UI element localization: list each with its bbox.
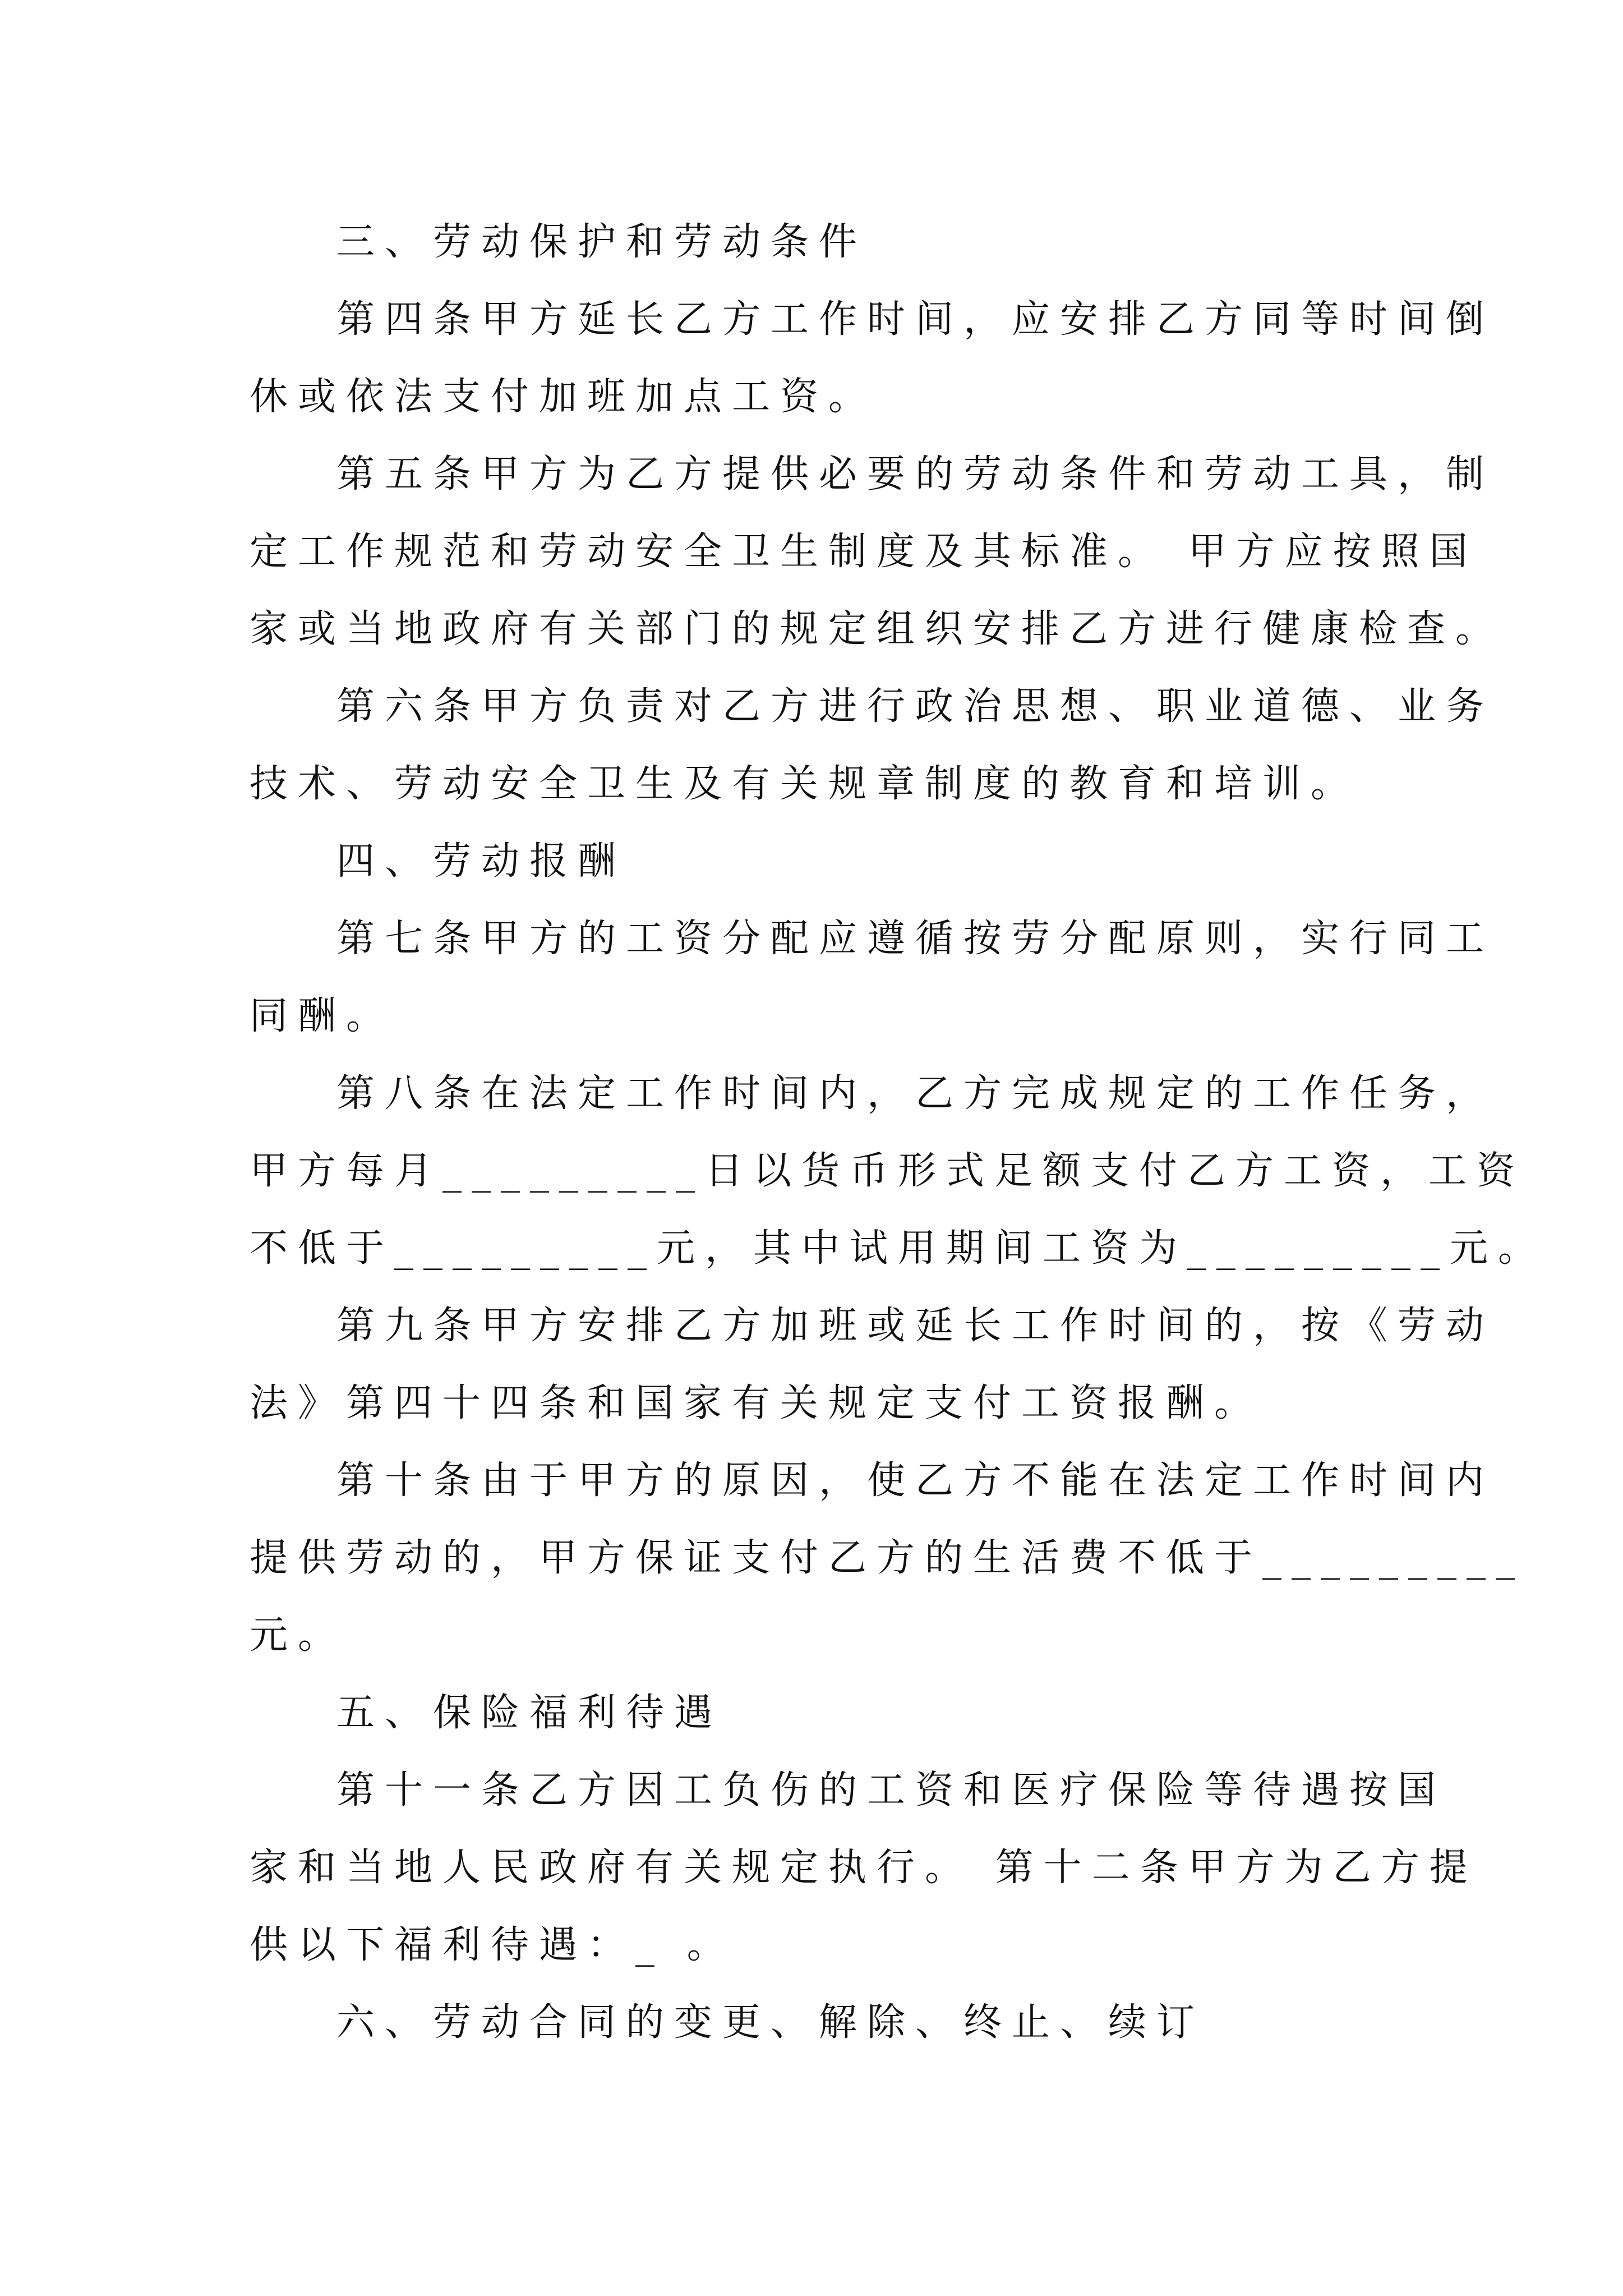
- paragraph-line: 休或依法支付加班加点工资。: [250, 375, 877, 419]
- paragraph-line: 家和当地人民政府有关规定执行。 第十二条甲方为乙方提: [250, 1846, 1478, 1890]
- paragraph-line: 技术、劳动安全卫生及有关规章制度的教育和培训。: [250, 762, 1359, 806]
- paragraph-line: 同酬。: [250, 994, 395, 1038]
- paragraph-line: 供以下福利待遇：_ 。: [250, 1923, 735, 1967]
- section-heading-labor-pay: 四、劳动报酬: [336, 839, 626, 884]
- paragraph-line: 第九条甲方安排乙方加班或延长工作时间的，按《劳动: [336, 1304, 1495, 1348]
- paragraph-line: 第十条由于甲方的原因，使乙方不能在法定工作时间内: [336, 1458, 1495, 1503]
- paragraph-line: 家或当地政府有关部门的规定组织安排乙方进行健康检查。: [250, 607, 1504, 651]
- paragraph-line: 第四条甲方延长乙方工作时间，应安排乙方同等时间倒: [336, 297, 1495, 342]
- section-heading-insurance-welfare: 五、保险福利待遇: [336, 1691, 723, 1735]
- section-heading-labor-protection: 三、劳动保护和劳动条件: [336, 220, 868, 264]
- paragraph-line: 定工作规范和劳动安全卫生制度及其标准。 甲方应按照国: [250, 530, 1478, 574]
- paragraph-line: 第五条甲方为乙方提供必要的劳动条件和劳动工具，制: [336, 452, 1495, 496]
- paragraph-line: 元。: [250, 1613, 347, 1658]
- paragraph-line: 第八条在法定工作时间内，乙方完成规定的工作任务，: [336, 1071, 1495, 1116]
- paragraph-line: 第七条甲方的工资分配应遵循按劳分配原则，实行同工: [336, 917, 1495, 961]
- paragraph-line: 法》第四十四条和国家有关规定支付工资报酬。: [250, 1381, 1263, 1425]
- paragraph-line: 提供劳动的，甲方保证支付乙方的生活费不低于_________: [250, 1536, 1525, 1580]
- section-heading-contract-change: 六、劳动合同的变更、解除、终止、续订: [336, 2000, 1205, 2045]
- paragraph-line: 第十一条乙方因工负伤的工资和医疗保险等待遇按国: [336, 1768, 1446, 1812]
- paragraph-line: 甲方每月_________日以货币形式足额支付乙方工资，工资: [250, 1149, 1525, 1193]
- paragraph-line: 不低于_________元，其中试用期间工资为_________元。: [250, 1226, 1547, 1271]
- paragraph-line: 第六条甲方负责对乙方进行政治思想、职业道德、业务: [336, 684, 1495, 729]
